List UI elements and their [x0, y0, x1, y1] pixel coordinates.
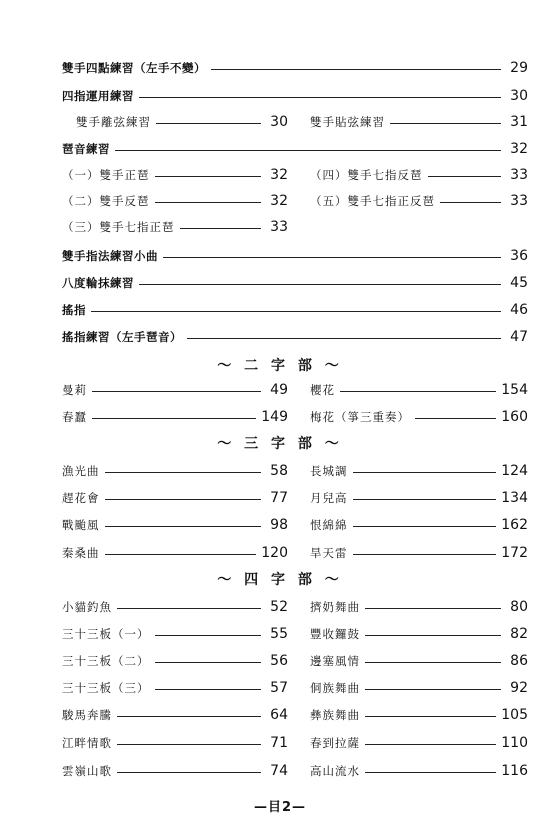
toc-entry — [62, 273, 528, 293]
dotted-leader — [105, 526, 262, 527]
section-heading-four-char: ～ 四 字 部 ～ — [217, 572, 343, 588]
toc-page-number: 29 — [510, 60, 528, 76]
toc-label: （五）雙手七指正反琶 — [310, 194, 435, 208]
dotted-leader — [340, 391, 496, 392]
song-page-number: 154 — [501, 382, 528, 398]
dotted-leader — [155, 202, 262, 203]
toc-page-number: 32 — [510, 141, 528, 157]
song-page-number: 55 — [270, 626, 288, 642]
dotted-leader — [365, 772, 496, 773]
toc-page-number: 33 — [510, 167, 528, 183]
song-entry — [62, 380, 288, 400]
toc-label: （四）雙手七指反琶 — [310, 168, 423, 182]
toc-page-number: 30 — [510, 88, 528, 104]
song-page-number: 162 — [501, 517, 528, 533]
dotted-leader — [415, 418, 496, 419]
toc-page-number: 45 — [510, 275, 528, 291]
song-page-number: 105 — [501, 707, 528, 723]
dotted-leader — [390, 123, 501, 124]
dotted-leader — [117, 744, 261, 745]
toc-page-number: 46 — [510, 302, 528, 318]
song-entry — [310, 461, 528, 481]
toc-page-number: 36 — [510, 248, 528, 264]
song-page-number: 56 — [270, 653, 288, 669]
toc-page-number: 32 — [270, 193, 288, 209]
song-entry — [62, 543, 288, 563]
song-page-number: 64 — [270, 707, 288, 723]
dotted-leader — [155, 689, 262, 690]
toc-entry — [310, 191, 528, 211]
dotted-leader — [211, 69, 501, 70]
dotted-leader — [139, 97, 501, 98]
dotted-leader — [155, 635, 262, 636]
dotted-leader — [156, 123, 261, 124]
song-page-number: 77 — [270, 490, 288, 506]
song-entry — [62, 407, 288, 427]
toc-entry — [76, 112, 288, 132]
dotted-leader — [117, 772, 261, 773]
song-title: 三十三板（一） — [62, 627, 150, 641]
toc-label: 雙手指法練習小曲 — [62, 249, 158, 263]
dotted-leader — [353, 472, 497, 473]
song-page-number: 86 — [510, 653, 528, 669]
toc-entry — [62, 217, 288, 237]
song-entry — [310, 678, 528, 698]
toc-label: 雙手四點練習（左手不變） — [62, 61, 206, 75]
song-title: 趕花會 — [62, 491, 100, 505]
song-title: 恨綿綿 — [310, 518, 348, 532]
toc-page-number: 31 — [510, 114, 528, 130]
toc-label: 八度輪抹練習 — [62, 276, 134, 290]
toc-label: 雙手離弦練習 — [76, 115, 151, 129]
song-page-number: 116 — [501, 763, 528, 779]
song-page-number: 82 — [510, 626, 528, 642]
toc-page-number: 32 — [270, 167, 288, 183]
song-page-number: 71 — [270, 735, 288, 751]
dotted-leader — [155, 176, 262, 177]
song-title: 高山流水 — [310, 764, 360, 778]
toc-entry — [310, 112, 528, 132]
song-page-number: 52 — [270, 599, 288, 615]
dotted-leader — [139, 284, 501, 285]
toc-entry — [62, 327, 528, 347]
dotted-leader — [92, 391, 261, 392]
song-page-number: 134 — [501, 490, 528, 506]
toc-label: 琶音練習 — [62, 142, 110, 156]
song-entry — [310, 651, 528, 671]
song-entry — [310, 407, 528, 427]
toc-label: （三）雙手七指正琶 — [62, 220, 175, 234]
dotted-leader — [428, 176, 502, 177]
dotted-leader — [365, 744, 496, 745]
song-title: 侗族舞曲 — [310, 681, 360, 695]
song-title: 江畔情歌 — [62, 736, 112, 750]
toc-entry — [62, 191, 288, 211]
toc-label: （一）雙手正琶 — [62, 168, 150, 182]
song-entry — [62, 624, 288, 644]
song-entry — [62, 515, 288, 535]
toc-label: 四指運用練習 — [62, 89, 134, 103]
toc-entry — [62, 165, 288, 185]
song-title: 月兒高 — [310, 491, 348, 505]
dotted-leader — [187, 338, 501, 339]
dotted-leader — [365, 716, 496, 717]
dotted-leader — [117, 608, 261, 609]
toc-label: 搖指練習（左手琶音） — [62, 330, 182, 344]
dotted-leader — [105, 554, 257, 555]
song-page-number: 149 — [261, 409, 288, 425]
song-title: 春蠶 — [62, 410, 87, 424]
song-title: 邊塞風情 — [310, 654, 360, 668]
song-entry — [310, 515, 528, 535]
section-heading-two-char: ～ 二 字 部 ～ — [217, 358, 343, 374]
song-title: 春到拉薩 — [310, 736, 360, 750]
song-page-number: 92 — [510, 680, 528, 696]
dotted-leader — [180, 228, 262, 229]
song-entry — [310, 597, 528, 617]
song-entry — [310, 543, 528, 563]
song-entry — [62, 461, 288, 481]
song-entry — [62, 761, 288, 781]
dotted-leader — [353, 526, 497, 527]
song-title: 駿馬奔騰 — [62, 708, 112, 722]
song-page-number: 110 — [501, 735, 528, 751]
song-entry — [310, 761, 528, 781]
dotted-leader — [365, 689, 501, 690]
song-title: 三十三板（二） — [62, 654, 150, 668]
dotted-leader — [105, 472, 262, 473]
song-page-number: 120 — [261, 545, 288, 561]
song-title: 漁光曲 — [62, 464, 100, 478]
toc-entry — [62, 58, 528, 78]
song-page-number: 57 — [270, 680, 288, 696]
song-page-number: 80 — [510, 599, 528, 615]
song-title: 彝族舞曲 — [310, 708, 360, 722]
song-title: 曼莉 — [62, 383, 87, 397]
dotted-leader — [117, 716, 261, 717]
song-page-number: 74 — [270, 763, 288, 779]
song-page-number: 98 — [270, 517, 288, 533]
song-title: 旱天雷 — [310, 546, 348, 560]
song-title: 擠奶舞曲 — [310, 600, 360, 614]
toc-entry — [62, 139, 528, 159]
song-page-number: 124 — [501, 463, 528, 479]
toc-page-number: 30 — [270, 114, 288, 130]
dotted-leader — [92, 418, 256, 419]
toc-label: （二）雙手反琶 — [62, 194, 150, 208]
dotted-leader — [91, 311, 501, 312]
song-page-number: 160 — [501, 409, 528, 425]
song-page-number: 58 — [270, 463, 288, 479]
toc-entry — [62, 300, 528, 320]
toc-entry — [62, 86, 528, 106]
dotted-leader — [155, 662, 262, 663]
song-title: 櫻花 — [310, 383, 335, 397]
toc-label: 雙手貼弦練習 — [310, 115, 385, 129]
toc-page-number: 33 — [270, 219, 288, 235]
dotted-leader — [353, 554, 497, 555]
song-entry — [62, 705, 288, 725]
dotted-leader — [365, 662, 501, 663]
song-entry — [310, 624, 528, 644]
song-entry — [62, 488, 288, 508]
song-title: 三十三板（三） — [62, 681, 150, 695]
toc-page-number: 33 — [510, 193, 528, 209]
song-title: 雲嶺山歌 — [62, 764, 112, 778]
song-title: 梅花（箏三重奏） — [310, 410, 410, 424]
song-entry — [62, 733, 288, 753]
song-title: 戰颱風 — [62, 518, 100, 532]
song-title: 豐收鑼鼓 — [310, 627, 360, 641]
song-page-number: 172 — [501, 545, 528, 561]
song-page-number: 49 — [270, 382, 288, 398]
song-entry — [310, 733, 528, 753]
song-entry — [62, 597, 288, 617]
song-entry — [310, 380, 528, 400]
dotted-leader — [440, 202, 501, 203]
page-footer: —目2— — [253, 800, 307, 815]
section-heading-three-char: ～ 三 字 部 ～ — [217, 436, 343, 452]
toc-label: 搖指 — [62, 303, 86, 317]
song-entry — [310, 705, 528, 725]
dotted-leader — [105, 499, 262, 500]
dotted-leader — [365, 608, 501, 609]
song-title: 秦桑曲 — [62, 546, 100, 560]
song-title: 長城調 — [310, 464, 348, 478]
toc-entry — [310, 165, 528, 185]
song-entry — [62, 651, 288, 671]
dotted-leader — [353, 499, 497, 500]
song-entry — [62, 678, 288, 698]
song-entry — [310, 488, 528, 508]
dotted-leader — [115, 150, 501, 151]
toc-page-number: 47 — [510, 329, 528, 345]
dotted-leader — [365, 635, 501, 636]
dotted-leader — [163, 257, 501, 258]
song-title: 小貓釣魚 — [62, 600, 112, 614]
toc-entry — [62, 246, 528, 266]
